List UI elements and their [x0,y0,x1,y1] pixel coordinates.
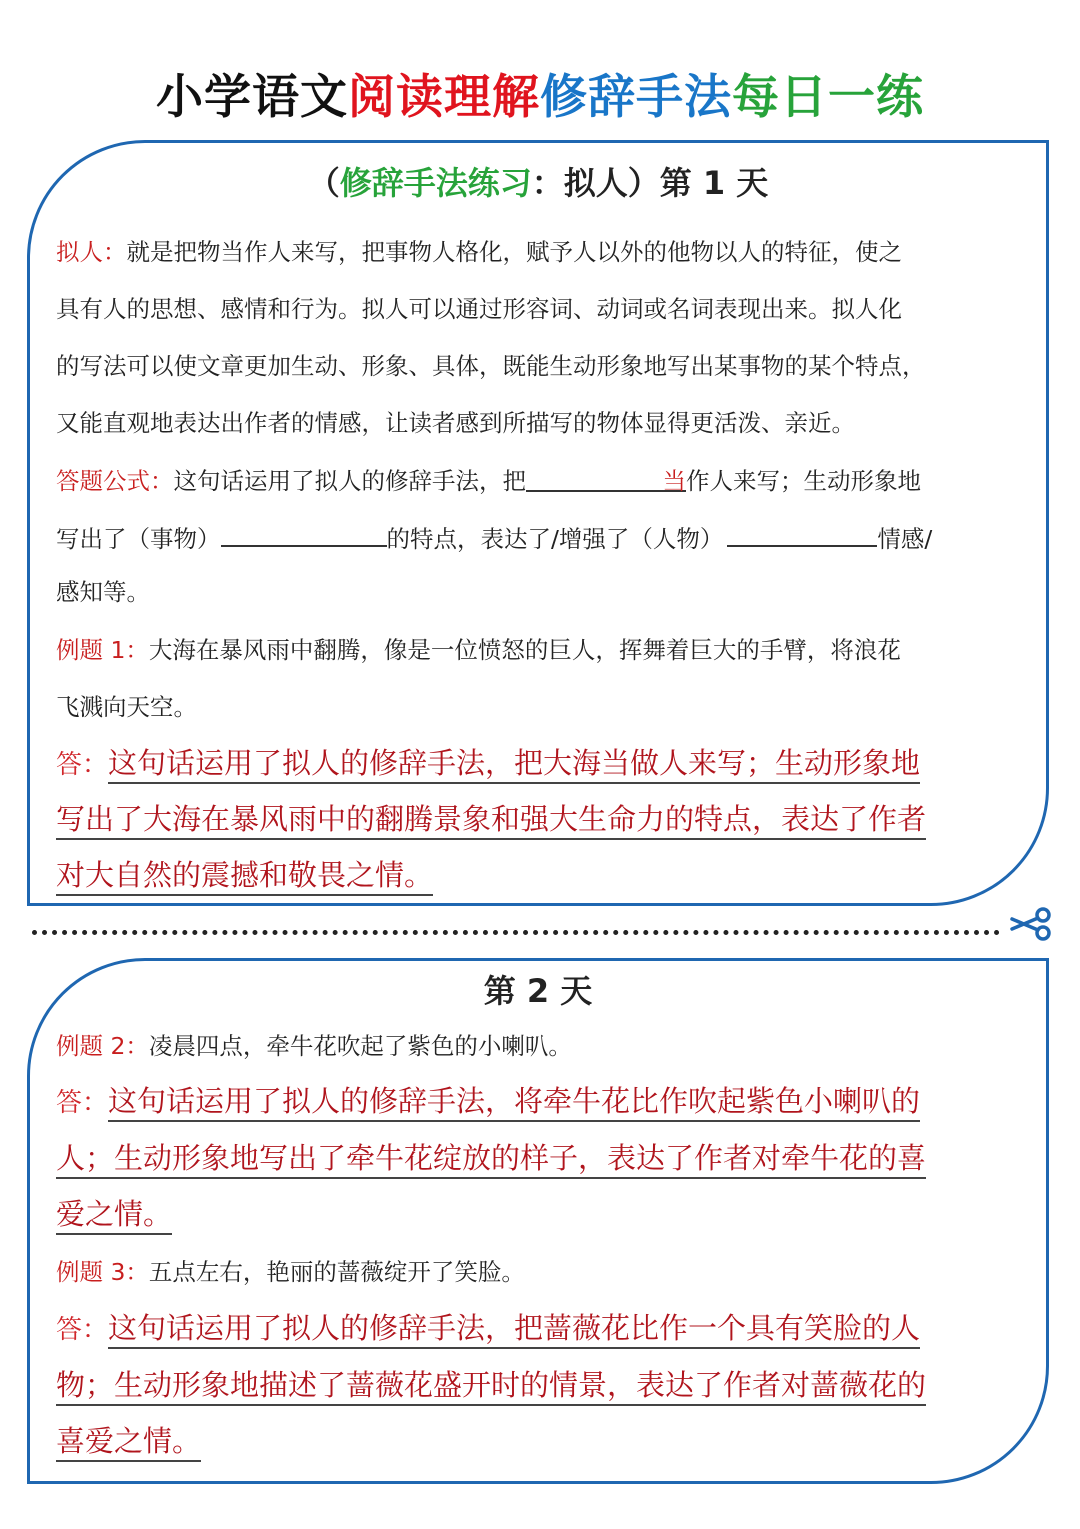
answer2-line-2 [56,1138,926,1178]
title-part-1: 小学语文 [156,70,348,125]
answer2-text-3: 爱之情。 [56,1197,172,1235]
answer1-text-2: 写出了大海在暴风雨中的翻腾景象和强大生命力的特点，表达了作者 [56,802,926,840]
definition-line-4: 又能直观地表达出作者的情感，让读者感到所描写的物体显得更活泼、亲近。 [56,409,855,437]
answer3-text-3: 喜爱之情。 [56,1424,201,1462]
answer2-text-1: 这句话运用了拟人的修辞手法，将牵牛花比作吹起紫色小喇叭的 [108,1084,920,1122]
answer3-line-2 [56,1365,926,1405]
answer1-label: 答： [56,750,109,780]
definition-line-3: 的写法可以使文章更加生动、形象、具体，既能生动形象地写出某事物的某个特点， [56,352,926,380]
title-part-2: 阅读理解 [348,70,540,125]
example2-label: 例题 2： [56,1032,149,1060]
example2-line [56,1029,572,1063]
example3-line [56,1255,525,1289]
answer3-label: 答： [56,1315,109,1345]
day1-heading-open: （ [307,164,340,202]
formula-text-2c: 情感/ [877,525,933,553]
title-part-4: 每日一练 [732,70,924,125]
day1-heading-rest: ：拟人）第 1 天 [531,164,769,202]
example3-text: 五点左右，艳丽的蔷薇绽开了笑脸。 [148,1258,525,1286]
day1-card [27,140,1049,906]
definition-label: 拟人： [56,238,127,266]
answer1-text-1: 这句话运用了拟人的修辞手法，把大海当做人来写；生动形象地 [108,746,920,784]
cut-line [32,930,1000,935]
day1-heading [30,161,1046,205]
definition-text-1: 就是把物当作人来写，把事物人格化，赋予人以外的他物以人的特征，使之 [126,238,902,266]
answer2-text-2: 人；生动形象地写出了牵牛花绽放的样子，表达了作者对牵牛花的喜 [56,1141,926,1179]
answer2-label: 答： [56,1088,109,1118]
page-title [0,68,1080,128]
answer1-line-2 [56,799,926,839]
answer1-text-3: 对大自然的震撼和敬畏之情。 [56,858,433,896]
answer3-line-1 [56,1308,920,1350]
example1-label: 例题 1： [56,636,149,664]
example3-label: 例题 3： [56,1258,149,1286]
example2-text: 凌晨四点，牵牛花吹起了紫色的小喇叭。 [148,1032,572,1060]
answer2-line-3 [56,1194,172,1234]
example1-text-1: 大海在暴风雨中翻腾，像是一位愤怒的巨人，挥舞着巨大的手臂，将浪花 [148,636,901,664]
answer3-text-1: 这句话运用了拟人的修辞手法，把蔷薇花比作一个具有笑脸的人 [108,1311,920,1349]
formula-text-1a: 这句话运用了拟人的修辞手法，把 [173,467,526,495]
formula-line-2 [56,519,932,556]
formula-blank-3 [727,519,877,547]
answer1-line-3 [56,855,433,895]
day2-heading: 第 2 天 [483,972,593,1010]
formula-blank-1-text: 当 [662,467,686,495]
formula-text-2a: 写出了（事物） [56,525,221,553]
formula-line-1 [56,464,921,498]
definition-line-2: 具有人的思想、感情和行为。拟人可以通过形容词、动词或名词表现出来。拟人化 [56,295,902,323]
title-part-3: 修辞手法 [540,70,732,125]
answer1-line-1 [56,743,920,785]
example1-line-2: 飞溅向天空。 [56,693,197,721]
answer2-line-1 [56,1081,920,1123]
definition-line-1 [56,235,902,269]
formula-label: 答题公式： [56,467,174,495]
day2-card [27,958,1049,1484]
day1-heading-topic: 修辞手法练习 [339,164,532,202]
formula-blank-1 [526,464,686,495]
example1-line-1 [56,633,901,667]
answer3-line-3 [56,1421,201,1461]
formula-blank-2 [221,519,387,547]
formula-line-3: 感知等。 [56,578,150,606]
formula-text-2b: 的特点，表达了/增强了（人物） [386,525,724,553]
scissors-icon [1008,905,1054,943]
formula-text-1b: 作人来写；生动形象地 [686,467,921,495]
answer3-text-2: 物；生动形象地描述了蔷薇花盛开时的情景，表达了作者对蔷薇花的 [56,1368,926,1406]
